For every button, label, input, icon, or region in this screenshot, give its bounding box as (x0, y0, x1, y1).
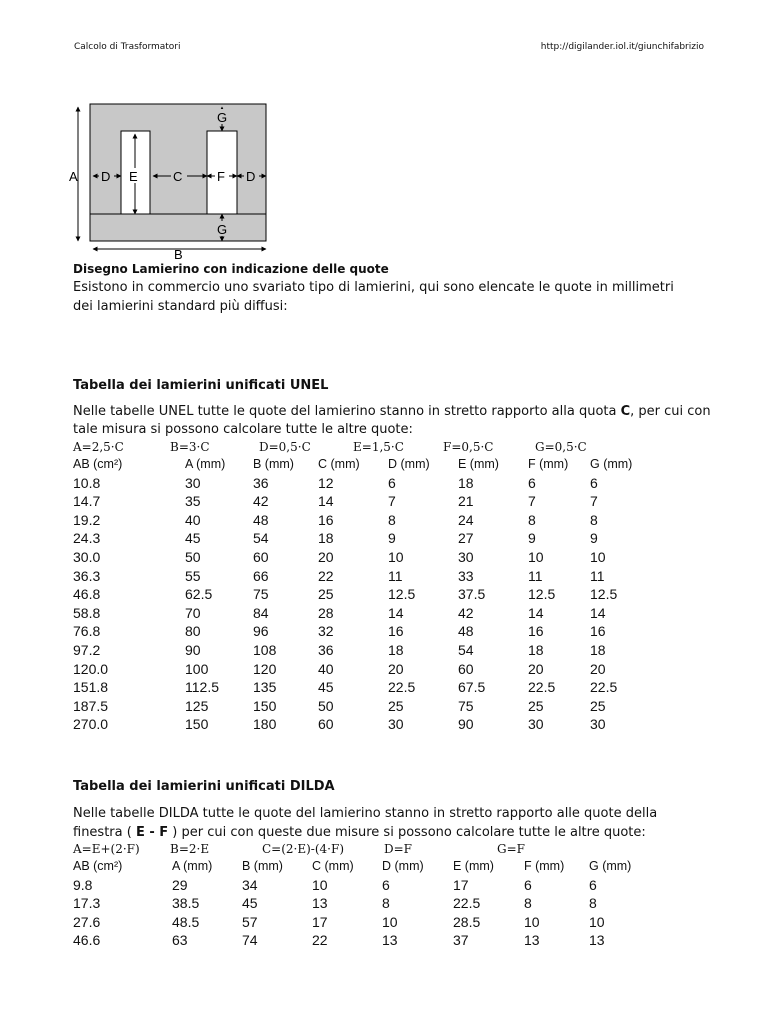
table-cell: 9 (528, 530, 536, 547)
table-cell: 187.5 (73, 697, 109, 714)
table-cell: 40 (318, 660, 334, 677)
table-cell: 30 (528, 716, 544, 733)
table-cell: 29 (172, 876, 188, 893)
column-header: D (mm) (382, 859, 424, 873)
table-cell: 14 (318, 493, 334, 510)
table-cell: 10 (528, 548, 544, 565)
table-cell: 22 (318, 567, 334, 584)
table-cell: 96 (253, 623, 269, 640)
table-cell: 48.5 (172, 913, 200, 930)
table-cell: 54 (253, 530, 269, 547)
unel-formula: D=0,5·C (259, 440, 311, 454)
table-cell: 8 (388, 511, 396, 528)
dilda-formula: C=(2·E)-(4·F) (262, 842, 345, 856)
table-cell: 18 (318, 530, 334, 547)
table-cell: 17.3 (73, 895, 101, 912)
table-cell: 18 (528, 641, 544, 658)
column-header: AB (cm²) (73, 859, 123, 873)
table-cell: 125 (185, 697, 209, 714)
table-cell: 10 (388, 548, 404, 565)
table-cell: 14 (388, 604, 404, 621)
table-cell: 58.8 (73, 604, 101, 621)
table-cell: 10 (524, 913, 540, 930)
column-header: A (mm) (185, 457, 226, 471)
table-cell: 67.5 (458, 679, 486, 696)
table-cell: 150 (253, 697, 277, 714)
table-cell: 18 (590, 641, 606, 658)
table-cell: 12.5 (388, 586, 416, 603)
table-cell: 84 (253, 604, 269, 621)
dim-g-bottom-label: G (217, 222, 228, 237)
table-cell: 8 (590, 511, 598, 528)
table-cell: 27.6 (73, 913, 101, 930)
table-cell: 32 (318, 623, 334, 640)
table-cell: 24 (458, 511, 474, 528)
lamination-diagram (66, 96, 276, 262)
column-header: B (mm) (242, 859, 283, 873)
table-cell: 100 (185, 660, 209, 677)
table-cell: 6 (528, 474, 536, 491)
table-cell: 8 (528, 511, 536, 528)
table-cell: 16 (388, 623, 404, 640)
table-cell: 9.8 (73, 876, 93, 893)
table-cell: 90 (458, 716, 474, 733)
table-cell: 30 (590, 716, 606, 733)
dim-d-left-label: D (101, 169, 111, 184)
table-cell: 20 (318, 548, 334, 565)
table-cell: 12 (318, 474, 334, 491)
table-cell: 6 (382, 876, 390, 893)
table-cell: 10.8 (73, 474, 101, 491)
dim-f-label: F (217, 169, 225, 184)
table-cell: 16 (590, 623, 606, 640)
table-cell: 50 (185, 548, 201, 565)
table-cell: 13 (312, 895, 328, 912)
table-cell: 12.5 (590, 586, 618, 603)
table-cell: 45 (185, 530, 201, 547)
column-header: E (mm) (458, 457, 499, 471)
dim-d-right-label: D (246, 169, 256, 184)
table-cell: 97.2 (73, 641, 101, 658)
table-cell: 45 (318, 679, 334, 696)
table-cell: 25 (528, 697, 544, 714)
table-cell: 33 (458, 567, 474, 584)
table-cell: 50 (318, 697, 334, 714)
table-cell: 54 (458, 641, 474, 658)
table-cell: 90 (185, 641, 201, 658)
table-cell: 27 (458, 530, 474, 547)
table-cell: 13 (589, 932, 605, 949)
table-cell: 22.5 (453, 895, 481, 912)
table-cell: 12.5 (528, 586, 556, 603)
dilda-intro-line-2: finestra ( E - F ) per cui con queste due misure si possono calcolare tutte le altre quote: (73, 825, 646, 840)
table-cell: 10 (589, 913, 605, 930)
intro-line-1: Esistono in commercio uno svariato tipo di lamierini, qui sono elencate le quote in millimetri (73, 280, 674, 295)
table-cell: 57 (242, 913, 258, 930)
table-cell: 30.0 (73, 548, 101, 565)
table-cell: 63 (172, 932, 188, 949)
table-cell: 55 (185, 567, 201, 584)
dilda-formula: B=2·E (170, 842, 210, 856)
column-header: G (mm) (589, 859, 632, 873)
table-cell: 48 (458, 623, 474, 640)
intro-line-2: dei lamierini standard più diffusi: (73, 299, 288, 314)
table-cell: 28.5 (453, 913, 481, 930)
table-cell: 135 (253, 679, 277, 696)
table-cell: 10 (590, 548, 606, 565)
table-cell: 25 (388, 697, 404, 714)
table-cell: 19.2 (73, 511, 101, 528)
unel-formula: E=1,5·C (353, 440, 404, 454)
table-cell: 38.5 (172, 895, 200, 912)
table-cell: 42 (458, 604, 474, 621)
column-header: A (mm) (172, 859, 213, 873)
dilda-intro-line-1: Nelle tabelle DILDA tutte le quote del lamierino stanno in stretto rapporto alle quote della (73, 806, 658, 821)
table-cell: 7 (590, 493, 598, 510)
table-cell: 75 (458, 697, 474, 714)
table-cell: 6 (589, 876, 597, 893)
table-cell: 37.5 (458, 586, 486, 603)
table-cell: 74 (242, 932, 258, 949)
table-cell: 66 (253, 567, 269, 584)
column-header: AB (cm²) (73, 457, 123, 471)
table-cell: 46.8 (73, 586, 101, 603)
table-cell: 7 (528, 493, 536, 510)
table-cell: 9 (590, 530, 598, 547)
table-cell: 8 (382, 895, 390, 912)
table-cell: 8 (589, 895, 597, 912)
table-cell: 37 (453, 932, 469, 949)
dim-e-label: E (129, 169, 138, 184)
unel-formula: B=3·C (170, 440, 210, 454)
column-header: B (mm) (253, 457, 294, 471)
table-cell: 9 (388, 530, 396, 547)
table-cell: 11 (590, 567, 605, 584)
page-header-url: http://digilander.iol.it/giunchifabrizio (540, 42, 704, 52)
dilda-formula: G=F (497, 842, 525, 856)
table-cell: 60 (253, 548, 269, 565)
table-cell: 22.5 (528, 679, 556, 696)
table-cell: 120 (253, 660, 277, 677)
table-cell: 25 (590, 697, 606, 714)
table-cell: 20 (590, 660, 606, 677)
dim-c-label: C (173, 169, 183, 184)
column-header: E (mm) (453, 859, 494, 873)
column-header: F (mm) (524, 859, 565, 873)
table-cell: 150 (185, 716, 209, 733)
table-cell: 22.5 (388, 679, 416, 696)
column-header: C (mm) (312, 859, 354, 873)
table-cell: 22 (312, 932, 328, 949)
table-cell: 7 (388, 493, 396, 510)
table-cell: 17 (312, 913, 328, 930)
table-cell: 46.6 (73, 932, 101, 949)
table-cell: 45 (242, 895, 258, 912)
column-header: D (mm) (388, 457, 430, 471)
dim-a-label: A (69, 169, 78, 184)
table-cell: 11 (528, 567, 543, 584)
table-cell: 16 (318, 511, 334, 528)
table-cell: 62.5 (185, 586, 213, 603)
table-cell: 16 (528, 623, 544, 640)
unel-formula: F=0,5·C (443, 440, 494, 454)
table-cell: 20 (528, 660, 544, 677)
unel-section-title: Tabella dei lamierini unificati UNEL (73, 378, 329, 393)
dilda-formula: D=F (384, 842, 413, 856)
table-cell: 80 (185, 623, 201, 640)
dilda-section-title: Tabella dei lamierini unificati DILDA (73, 779, 335, 794)
table-cell: 20 (388, 660, 404, 677)
table-cell: 11 (388, 567, 403, 584)
table-cell: 75 (253, 586, 269, 603)
table-cell: 30 (185, 474, 201, 491)
table-cell: 10 (312, 876, 328, 893)
table-cell: 21 (458, 493, 474, 510)
table-cell: 25 (318, 586, 334, 603)
table-cell: 151.8 (73, 679, 109, 696)
table-cell: 34 (242, 876, 258, 893)
table-cell: 30 (458, 548, 474, 565)
table-cell: 24.3 (73, 530, 101, 547)
table-cell: 112.5 (185, 679, 219, 696)
table-cell: 17 (453, 876, 469, 893)
page-header-title: Calcolo di Trasformatori (74, 42, 181, 52)
table-cell: 18 (388, 641, 404, 658)
unel-formula: G=0,5·C (535, 440, 587, 454)
table-cell: 36 (253, 474, 269, 491)
table-cell: 14.7 (73, 493, 101, 510)
table-cell: 120.0 (73, 660, 109, 677)
table-cell: 108 (253, 641, 277, 658)
table-cell: 36.3 (73, 567, 101, 584)
table-cell: 60 (318, 716, 334, 733)
column-header: G (mm) (590, 457, 633, 471)
table-cell: 270.0 (73, 716, 109, 733)
table-cell: 180 (253, 716, 277, 733)
dilda-formula: A=E+(2·F) (73, 842, 140, 856)
table-cell: 36 (318, 641, 334, 658)
table-cell: 13 (382, 932, 398, 949)
table-cell: 70 (185, 604, 201, 621)
table-cell: 8 (524, 895, 532, 912)
unel-intro: Nelle tabelle UNEL tutte le quote del lamierino stanno in stretto rapporto alla quota C, per cui con tale misura si possono calcolare tutte le altre quote: (73, 404, 711, 437)
table-cell: 35 (185, 493, 201, 510)
table-cell: 76.8 (73, 623, 101, 640)
table-cell: 30 (388, 716, 404, 733)
table-cell: 18 (458, 474, 474, 491)
table-cell: 48 (253, 511, 269, 528)
dim-b-label: B (174, 247, 183, 262)
table-cell: 28 (318, 604, 334, 621)
column-header: C (mm) (318, 457, 360, 471)
dim-g-top-label: G (217, 110, 228, 125)
table-cell: 10 (382, 913, 398, 930)
table-cell: 6 (524, 876, 532, 893)
column-header: F (mm) (528, 457, 569, 471)
table-cell: 60 (458, 660, 474, 677)
table-cell: 40 (185, 511, 201, 528)
table-cell: 22.5 (590, 679, 618, 696)
table-cell: 6 (388, 474, 396, 491)
table-cell: 42 (253, 493, 269, 510)
table-cell: 6 (590, 474, 598, 491)
table-cell: 14 (528, 604, 544, 621)
unel-formula: A=2,5·C (73, 440, 124, 454)
figure-caption: Disegno Lamierino con indicazione delle quote (73, 262, 389, 276)
table-cell: 14 (590, 604, 606, 621)
table-cell: 13 (524, 932, 540, 949)
